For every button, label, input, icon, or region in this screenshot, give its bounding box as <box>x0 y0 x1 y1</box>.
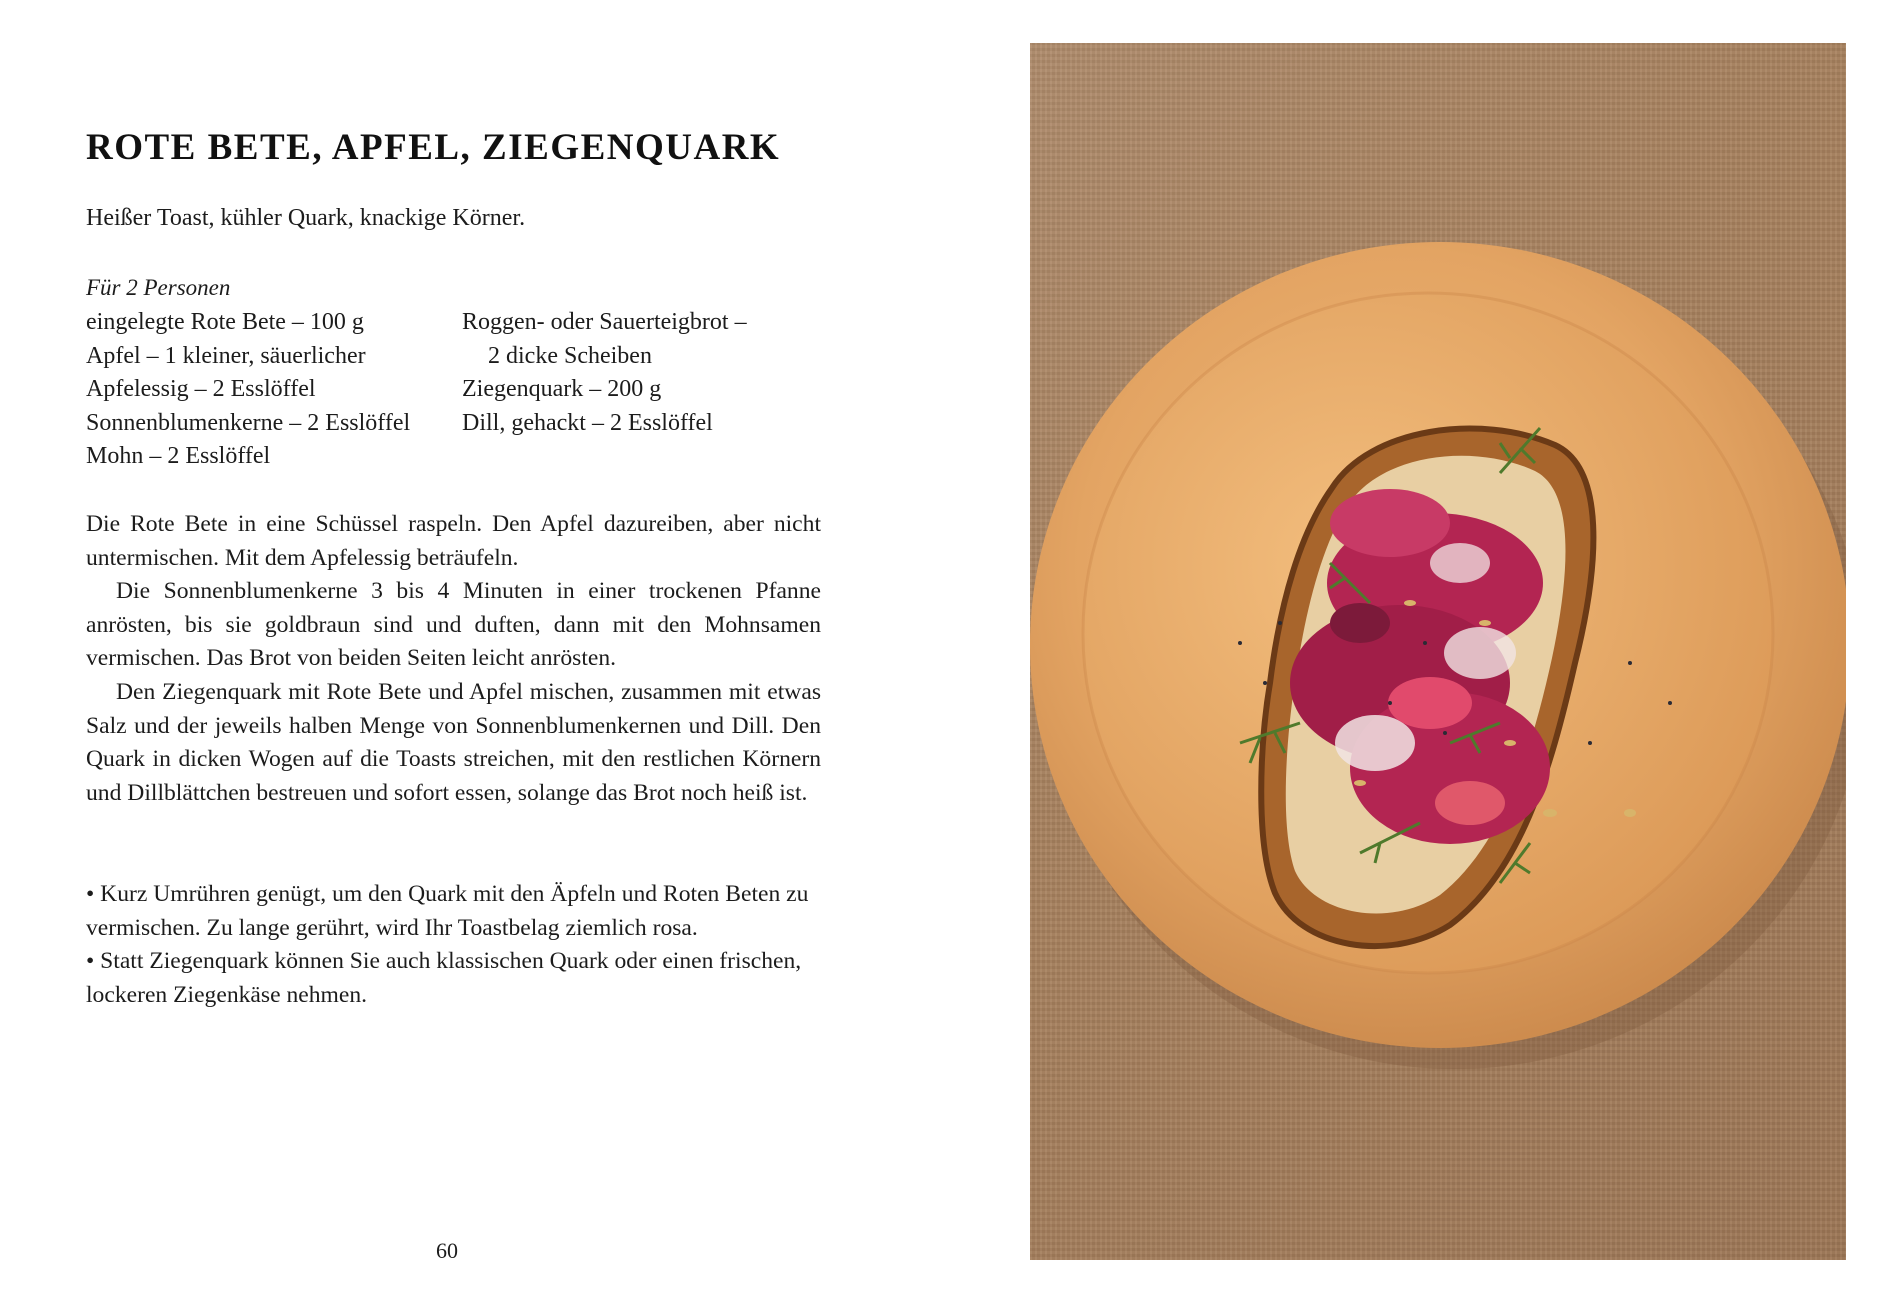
tip-item: • Kurz Umrühren genügt, um den Quark mit den Äpfeln und Roten Beten zu vermischen. Zu lange gerührt, wird Ihr Toastbelag ziemlich rosa. <box>86 881 809 941</box>
ingredients-list-left <box>86 306 410 474</box>
ingredient-item: eingelegte Rote Bete – 100 g <box>86 309 364 335</box>
ingredient-item: Sonnenblumenkerne – 2 Esslöffel <box>86 409 411 436</box>
method-paragraph: Die Sonnenblumenkerne 3 bis 4 Minuten in einer trockenen Pfanne anrösten, bis sie goldbraun sind und duften, dann mit den Mohnsamen vermischen. Das Brot von beiden Seiten leicht anrösten. <box>86 578 821 672</box>
servings-label: Für 2 Personen <box>86 275 231 300</box>
recipe-subtitle: Heißer Toast, kühler Quark, knackige Körner. <box>86 205 526 231</box>
ingredient-item: Apfelessig – 2 Esslöffel <box>86 376 316 403</box>
method-paragraph: Den Ziegenquark mit Rote Bete und Apfel mischen, zusammen mit etwas Salz und der jeweils halben Menge von Sonnenblumenkernen und Dill. Den Quark in dicken Wogen auf die Toasts streichen, mit den restlichen Körnern und Dillblättchen bestreuen und sofort essen, solange das Brot noch heiß ist. <box>86 678 821 806</box>
tip-item: • Statt Ziegenquark können Sie auch klassischen Quark oder einen frischen, lockeren Ziegenkäse nehmen. <box>86 948 802 1008</box>
ingredient-item: Dill, gehackt – 2 Esslöffel <box>462 409 713 436</box>
method-paragraph: Die Rote Bete in eine Schüssel raspeln. Den Apfel dazureiben, aber nicht untermischen. Mit dem Apfelessig beträufeln. <box>86 511 821 571</box>
page-number: 60 <box>436 1238 458 1263</box>
food-photo <box>1030 43 1846 1260</box>
ingredient-item: Ziegenquark – 200 g <box>462 376 662 403</box>
ingredient-item: Roggen- oder Sauerteigbrot – <box>462 309 747 335</box>
method-text <box>86 508 821 810</box>
ingredient-item: Mohn – 2 Esslöffel <box>86 443 271 470</box>
recipe-title: ROTE BETE, APFEL, ZIEGENQUARK <box>86 127 781 168</box>
ingredient-item-continued: 2 dicke Scheiben <box>488 342 652 369</box>
tips-section <box>86 878 826 1012</box>
ingredient-item: Apfel – 1 kleiner, säuerlicher <box>86 342 366 369</box>
ingredients-list-right <box>462 306 747 440</box>
food-photo-illustration <box>1030 43 1846 1260</box>
